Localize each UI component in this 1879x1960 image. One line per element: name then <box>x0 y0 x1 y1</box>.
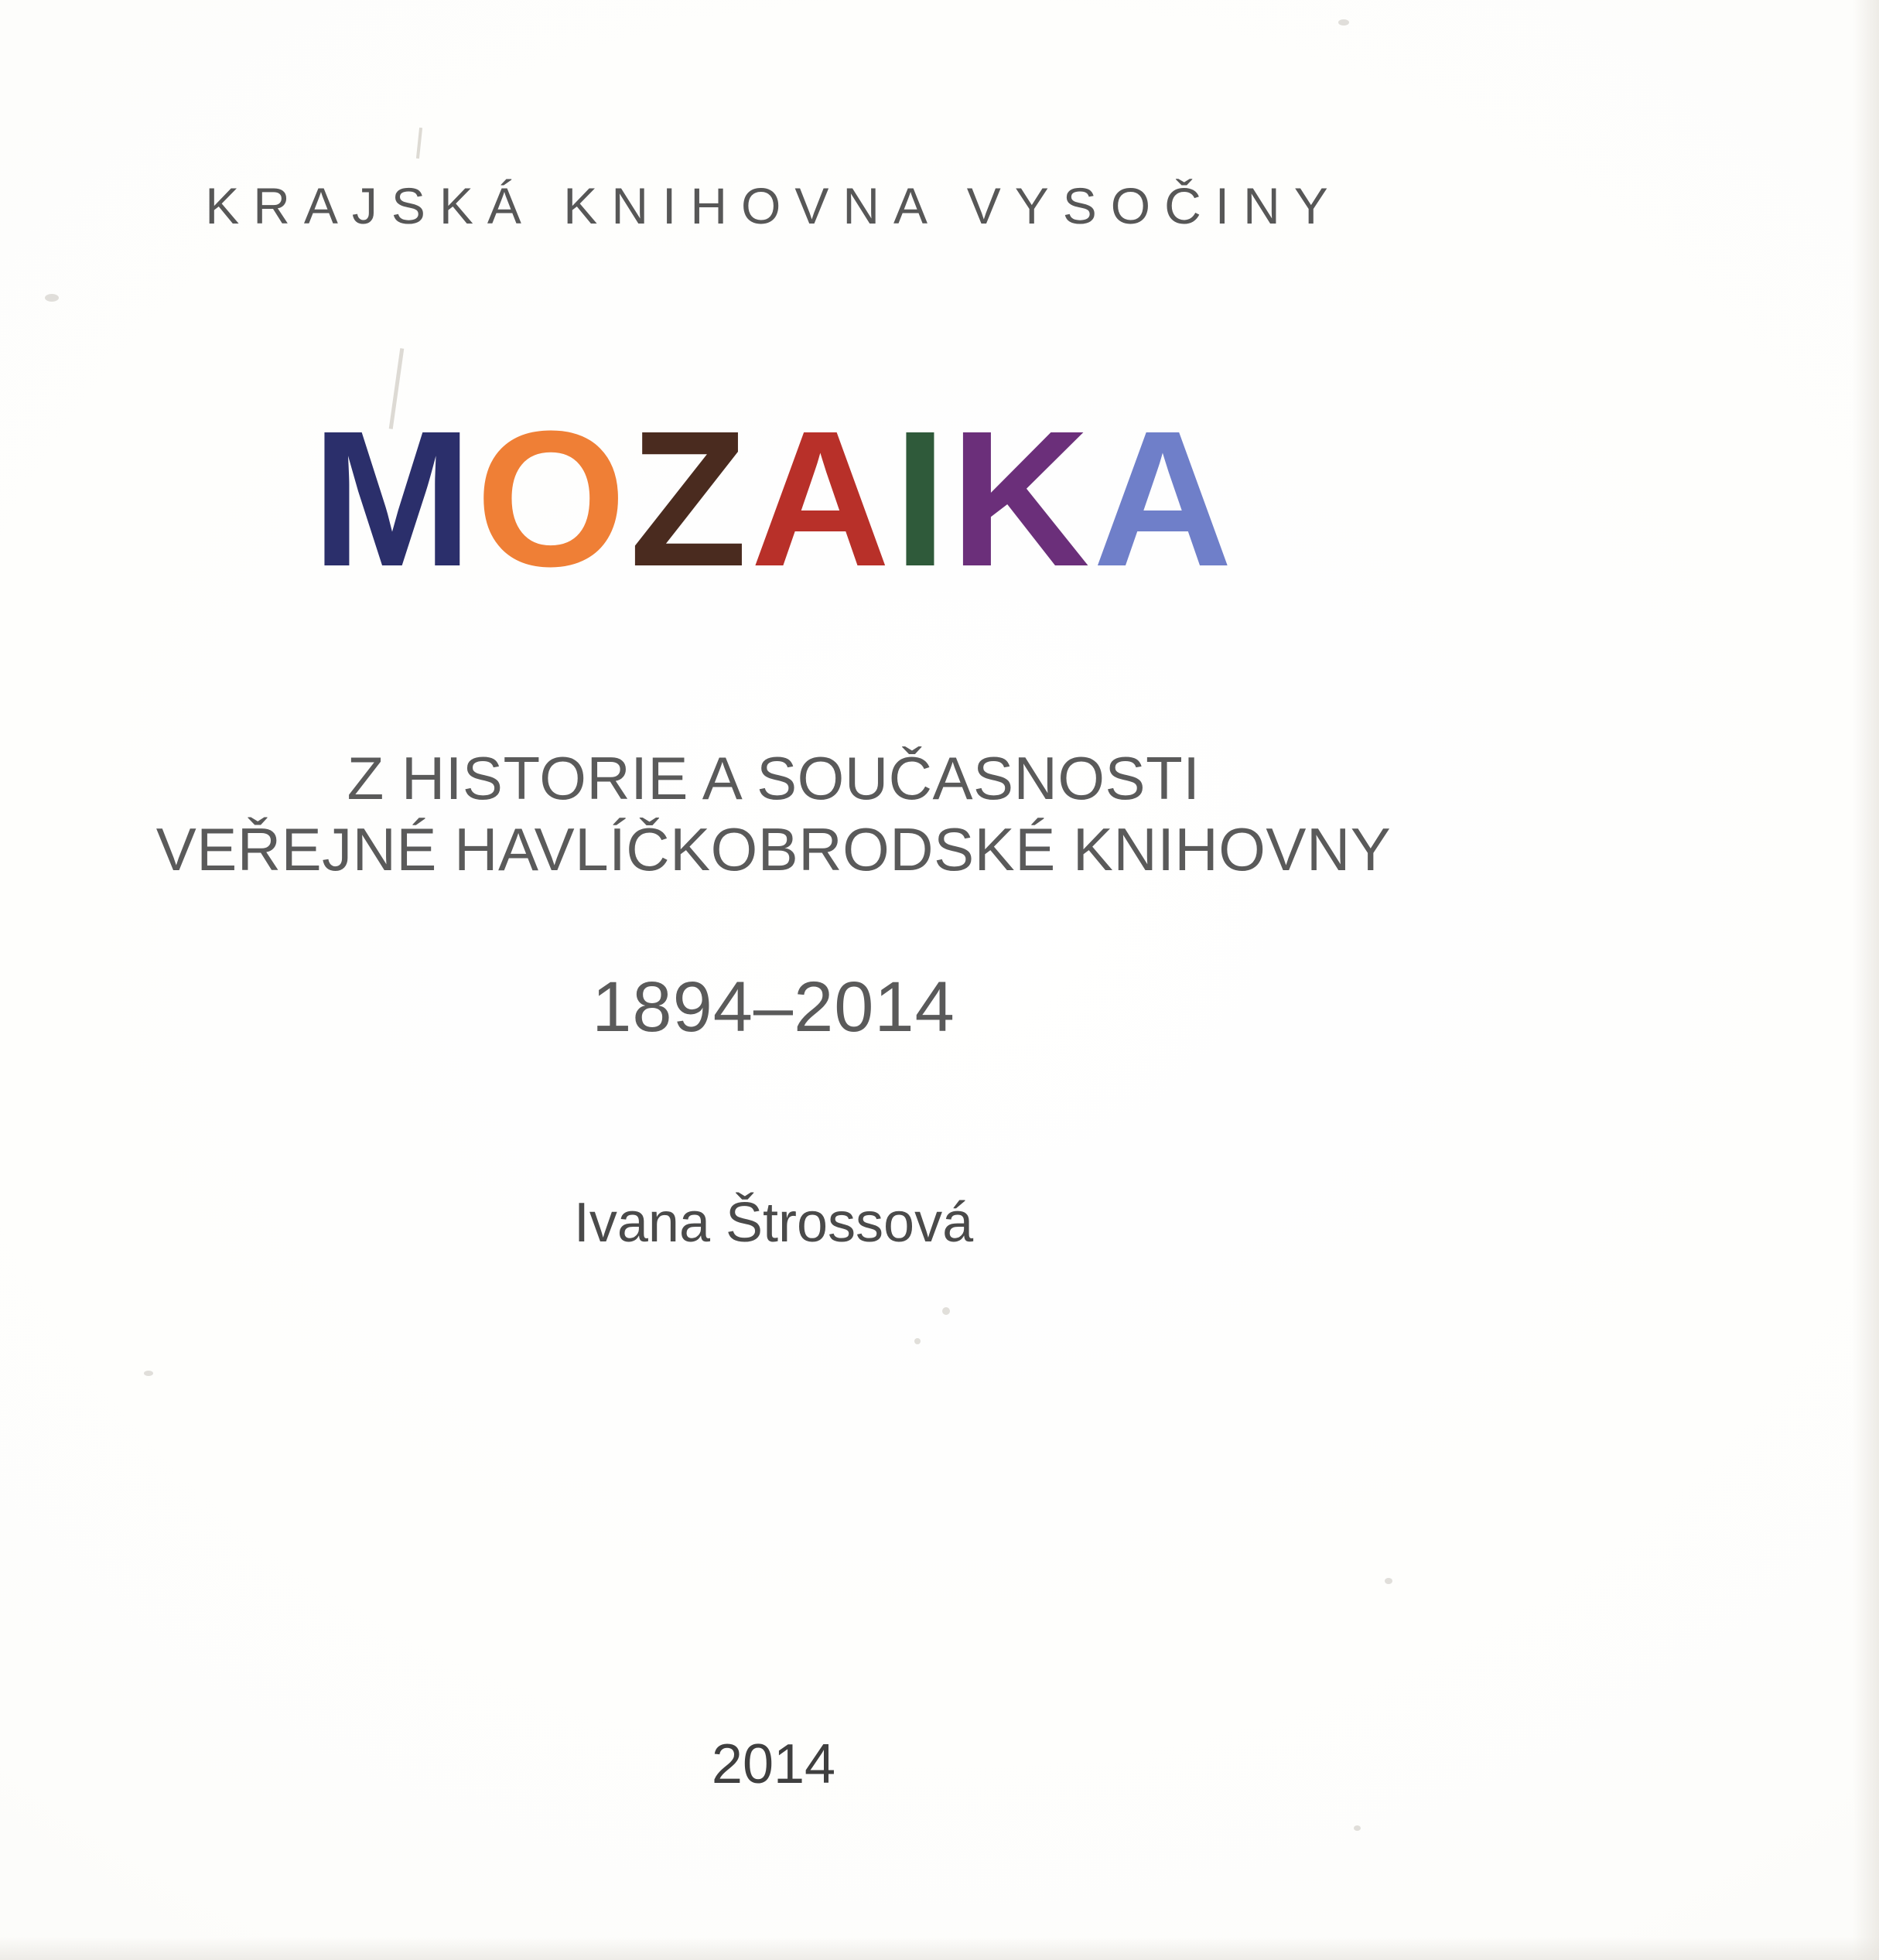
title-letter-o: O <box>475 391 630 606</box>
subtitle-line-2: VEŘEJNÉ HAVLÍČKOBRODSKÉ KNIHOVNY <box>155 815 1392 884</box>
title-letter-a1: A <box>750 391 893 606</box>
book-title-mozaika <box>0 391 1547 606</box>
publication-year: 2014 <box>711 1733 836 1795</box>
years-range: 1894–2014 <box>592 968 955 1047</box>
subtitle <box>0 743 1547 885</box>
author-name: Ivana Štrossová <box>573 1192 974 1254</box>
title-letter-i: I <box>893 391 951 606</box>
scan-edge-right <box>1853 0 1879 1960</box>
title-letter-k: K <box>950 391 1093 606</box>
publisher-line: KRAJSKÁ KNIHOVNA VYSOČINY <box>205 177 1342 234</box>
subtitle-line-1: Z HISTORIE A SOUČASNOSTI <box>347 744 1201 812</box>
title-letter-m: M <box>311 391 476 606</box>
title-letter-z: Z <box>629 391 751 606</box>
title-letter-a2: A <box>1092 391 1236 606</box>
